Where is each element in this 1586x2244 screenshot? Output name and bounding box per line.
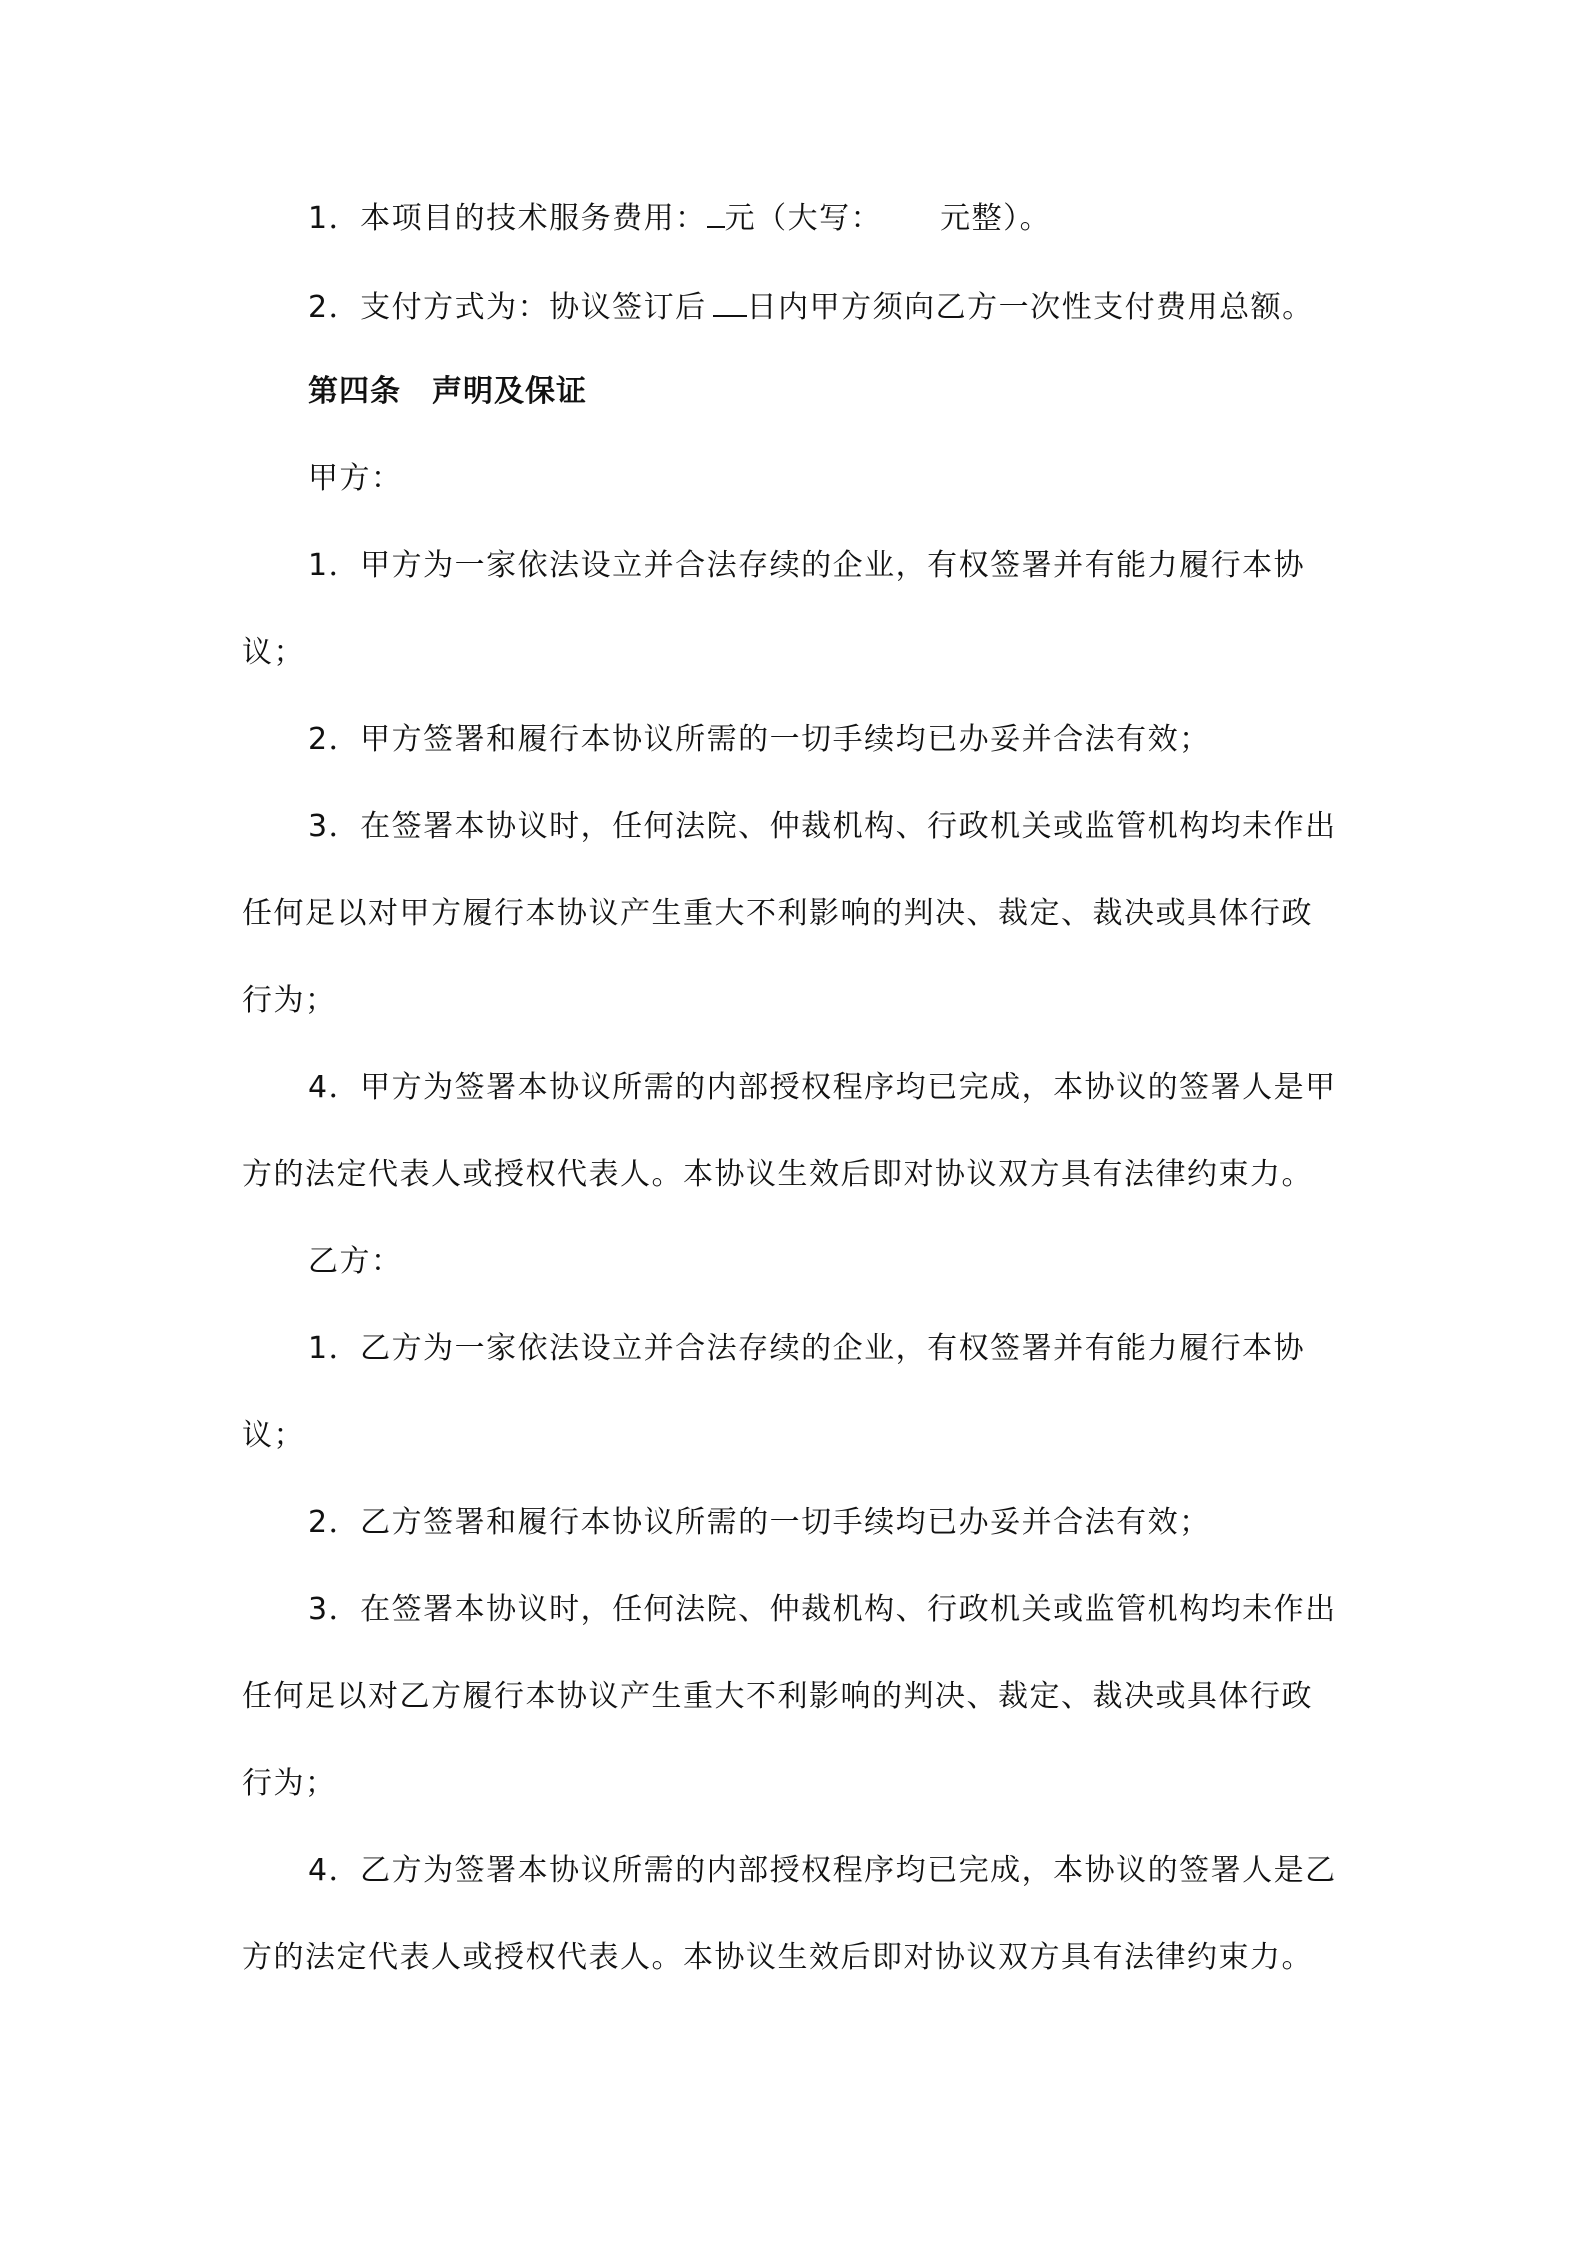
fee-label: 1．本项目的技术服务费用： [308,201,707,236]
party-b-item3-line2: 任何足以对乙方履行本协议产生重大不利影响的判决、裁定、裁决或具体行政 [242,1679,1313,1714]
party-b-item4-line1: 4．乙方为签署本协议所需的内部授权程序均已完成，本协议的签署人是乙 [308,1853,1337,1888]
party-a-item4-line2: 方的法定代表人或授权代表人。本协议生效后即对协议双方具有法律约束力。 [242,1157,1313,1192]
party-a-item3-line3: 行为； [242,983,337,1018]
party-a-item3-line1: 3．在签署本协议时，任何法院、仲裁机构、行政机关或监管机构均未作出 [308,809,1337,844]
party-b-item1-line2: 议； [242,1418,305,1453]
party-a-item2: 2．甲方签署和履行本协议所需的一切手续均已办妥并合法有效； [308,722,1211,757]
payment-rest: 日内甲方须向乙方一次性支付费用总额。 [746,290,1314,325]
payment-line [308,287,1314,328]
party-a-label: 甲方： [308,461,403,496]
party-a-item4-line1: 4．甲方为签署本协议所需的内部授权程序均已完成，本协议的签署人是甲 [308,1070,1337,1105]
party-b-item4-line2: 方的法定代表人或授权代表人。本协议生效后即对协议双方具有法律约束力。 [242,1940,1313,1975]
party-a-item1-line1: 1．甲方为一家依法设立并合法存续的企业，有权签署并有能力履行本协 [308,548,1306,583]
fee-end-label: 元整）。 [940,201,1052,236]
party-a-item3-line2: 任何足以对甲方履行本协议产生重大不利影响的判决、裁定、裁决或具体行政 [242,896,1313,931]
party-b-item1-line1: 1．乙方为一家依法设立并合法存续的企业，有权签署并有能力履行本协 [308,1331,1306,1366]
fee-amount-blank [707,198,725,228]
party-b-label: 乙方： [308,1244,403,1279]
party-b-item3-line3: 行为； [242,1766,337,1801]
payment-label: 2．支付方式为：协议签订后 [308,290,707,325]
party-a-item1-line2: 议； [242,635,305,670]
payment-days-blank [713,287,747,317]
fee-unit-label: 元（大写： [724,201,883,236]
party-b-item3-line1: 3．在签署本协议时，任何法院、仲裁机构、行政机关或监管机构均未作出 [308,1592,1337,1627]
fee-line [308,198,1051,239]
party-b-item2: 2．乙方签署和履行本协议所需的一切手续均已办妥并合法有效； [308,1505,1211,1540]
article-heading: 第四条 声明及保证 [308,374,587,409]
